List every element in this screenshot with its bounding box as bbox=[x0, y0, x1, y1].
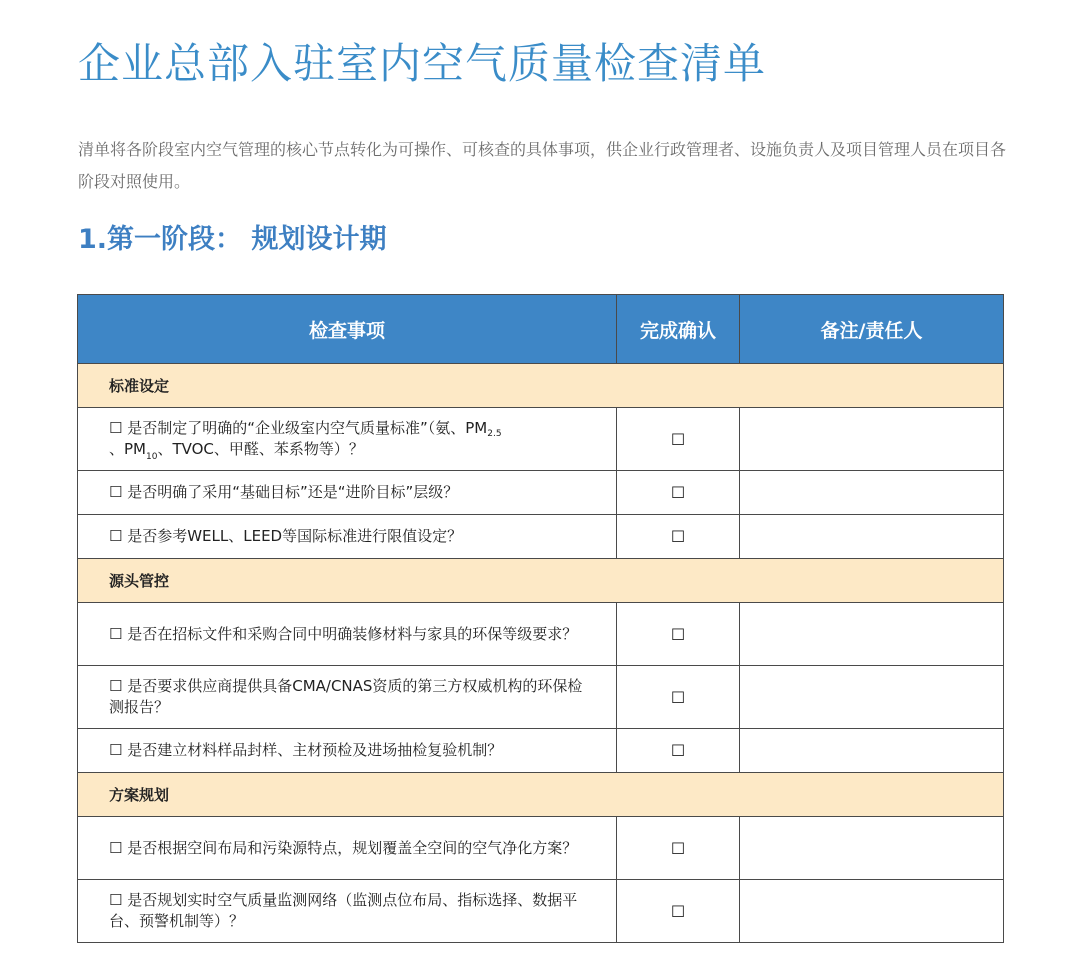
column-header-confirm: 完成确认 bbox=[617, 295, 740, 364]
table-row bbox=[78, 515, 1004, 559]
remark-cell[interactable] bbox=[740, 817, 1004, 880]
section-heading: 1.第一阶段： 规划设计期 bbox=[78, 224, 387, 255]
category-row-plan bbox=[78, 773, 1004, 817]
table-row bbox=[78, 729, 1004, 773]
check-item-text: ☐ 是否在招标文件和采购合同中明确装修材料与家具的环保等级要求？ bbox=[78, 603, 617, 666]
table-row bbox=[78, 666, 1004, 729]
category-label: 标准设定 bbox=[78, 364, 1004, 408]
category-row-source-control bbox=[78, 559, 1004, 603]
table-row bbox=[78, 471, 1004, 515]
check-item-text: ☐ 是否明确了采用“基础目标”还是“进阶目标”层级？ bbox=[78, 471, 617, 515]
table-row bbox=[78, 817, 1004, 880]
table-row bbox=[78, 603, 1004, 666]
completion-checkbox[interactable]: ☐ bbox=[617, 666, 740, 729]
table-row bbox=[78, 880, 1004, 943]
category-row-standards bbox=[78, 364, 1004, 408]
check-item-text: ☐ 是否参考WELL、LEED等国际标准进行限值设定？ bbox=[78, 515, 617, 559]
checklist-table bbox=[77, 294, 1004, 943]
completion-checkbox[interactable]: ☐ bbox=[617, 729, 740, 773]
table-row bbox=[78, 408, 1004, 471]
column-header-remark: 备注/责任人 bbox=[740, 295, 1004, 364]
check-item-text: ☐ 是否根据空间布局和污染源特点，规划覆盖全空间的空气净化方案？ bbox=[78, 817, 617, 880]
completion-checkbox[interactable]: ☐ bbox=[617, 603, 740, 666]
completion-checkbox[interactable]: ☐ bbox=[617, 471, 740, 515]
completion-checkbox[interactable]: ☐ bbox=[617, 817, 740, 880]
remark-cell[interactable] bbox=[740, 729, 1004, 773]
column-header-item: 检查事项 bbox=[78, 295, 617, 364]
table-header-row bbox=[78, 295, 1004, 364]
category-label: 方案规划 bbox=[78, 773, 1004, 817]
page-title: 企业总部入驻室内空气质量检查清单 bbox=[78, 39, 767, 88]
check-item-text: ☐ 是否制定了明确的“企业级室内空气质量标准”（氨、$PM_{2.5}$ 、$PM_{10}$、TVOC、甲醛、苯系物等）？ bbox=[78, 408, 617, 471]
remark-cell[interactable] bbox=[740, 603, 1004, 666]
remark-cell[interactable] bbox=[740, 880, 1004, 943]
intro-paragraph: 清单将各阶段室内空气管理的核心节点转化为可操作、可核查的具体事项，供企业行政管理者、设施负责人及项目管理人员在项目各阶段对照使用。 bbox=[78, 140, 1007, 191]
check-item-text: ☐ 是否规划实时空气质量监测网络（监测点位布局、指标选择、数据平台、预警机制等）？ bbox=[78, 880, 617, 943]
remark-cell[interactable] bbox=[740, 666, 1004, 729]
remark-cell[interactable] bbox=[740, 515, 1004, 559]
check-item-text: ☐ 是否建立材料样品封样、主材预检及进场抽检复验机制？ bbox=[78, 729, 617, 773]
remark-cell[interactable] bbox=[740, 408, 1004, 471]
completion-checkbox[interactable]: ☐ bbox=[617, 515, 740, 559]
category-label: 源头管控 bbox=[78, 559, 1004, 603]
completion-checkbox[interactable]: ☐ bbox=[617, 880, 740, 943]
check-item-text: ☐ 是否要求供应商提供具备CMA/CNAS资质的第三方权威机构的环保检测报告？ bbox=[78, 666, 617, 729]
remark-cell[interactable] bbox=[740, 471, 1004, 515]
completion-checkbox[interactable]: ☐ bbox=[617, 408, 740, 471]
